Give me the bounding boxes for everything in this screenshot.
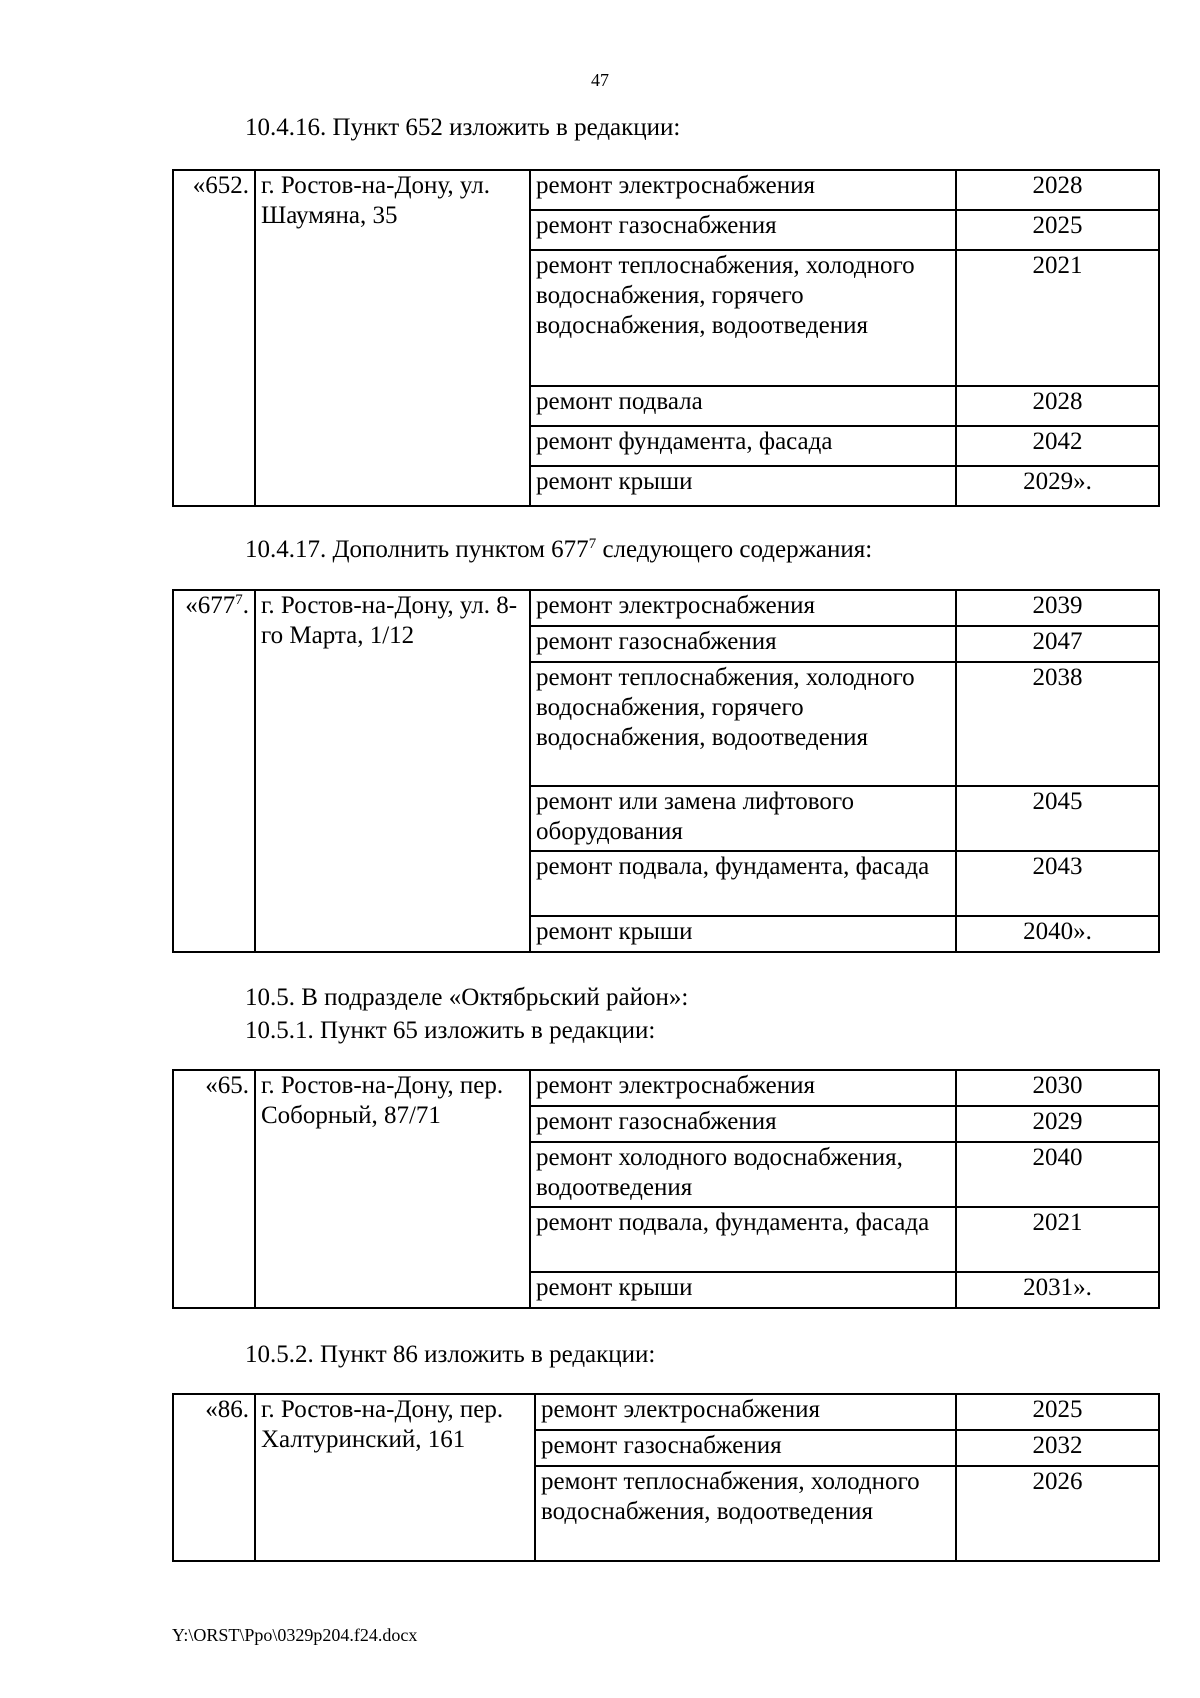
work-cell: ремонт подвала: [530, 386, 956, 426]
work-cell: ремонт крыши: [530, 466, 956, 506]
item-address: г. Ростов-на-Дону, пер. Халтуринский, 161: [255, 1394, 535, 1561]
item-number: «652.: [173, 170, 255, 506]
amendment-table: [172, 1393, 1160, 1562]
work-cell: ремонт электроснабжения: [530, 1070, 956, 1106]
work-cell: ремонт газоснабжения: [530, 626, 956, 662]
amendment-table: [172, 169, 1160, 507]
section-heading: 10.5. В подразделе «Октябрьский район»:: [245, 984, 689, 1011]
year-cell: 2021: [956, 1207, 1159, 1272]
superscript: 7: [588, 536, 597, 552]
amendment-table: [172, 1069, 1160, 1309]
work-cell: ремонт подвала, фундамента, фасада: [530, 1207, 956, 1272]
year-cell: 2042: [956, 426, 1159, 466]
year-cell: 2031».: [956, 1272, 1159, 1308]
year-cell: 2032: [956, 1430, 1159, 1466]
year-cell: 2021: [956, 250, 1159, 386]
work-cell: ремонт газоснабжения: [530, 1106, 956, 1142]
year-cell: 2043: [956, 851, 1159, 916]
work-cell: ремонт газоснабжения: [535, 1430, 956, 1466]
table-row: [173, 1070, 1159, 1106]
table-row: [173, 1394, 1159, 1430]
item-number: «$677^7$.: [173, 590, 255, 952]
work-cell: ремонт теплоснабжения, холодного водоснабжения, горячего водоснабжения, водоотведения: [530, 662, 956, 786]
file-path-footer: Y:\ORST\Ppo\0329p204.f24.docx: [172, 1625, 418, 1645]
year-cell: 2028: [956, 170, 1159, 210]
amendment-table: [172, 589, 1160, 953]
section-heading: 10.4.17. Дополнить пунктом $677^7$ следующего содержания:: [245, 536, 873, 563]
table-row: [173, 170, 1159, 210]
work-cell: ремонт теплоснабжения, холодного водоснабжения, горячего водоснабжения, водоотведения: [530, 250, 956, 386]
work-cell: ремонт теплоснабжения, холодного водоснабжения, водоотведения: [535, 1466, 956, 1561]
work-cell: ремонт подвала, фундамента, фасада: [530, 851, 956, 916]
year-cell: 2025: [956, 1394, 1159, 1430]
year-cell: 2025: [956, 210, 1159, 250]
year-cell: 2045: [956, 786, 1159, 851]
year-cell: 2026: [956, 1466, 1159, 1561]
work-cell: ремонт электроснабжения: [530, 170, 956, 210]
section-heading: 10.5.1. Пункт 65 изложить в редакции:: [245, 1017, 656, 1044]
year-cell: 2029: [956, 1106, 1159, 1142]
year-cell: 2038: [956, 662, 1159, 786]
work-cell: ремонт газоснабжения: [530, 210, 956, 250]
work-cell: ремонт или замена лифтового оборудования: [530, 786, 956, 851]
work-cell: ремонт электроснабжения: [530, 590, 956, 626]
year-cell: 2029».: [956, 466, 1159, 506]
table-row: [173, 590, 1159, 626]
year-cell: 2040: [956, 1142, 1159, 1207]
work-cell: ремонт холодного водоснабжения, водоотведения: [530, 1142, 956, 1207]
work-cell: ремонт электроснабжения: [535, 1394, 956, 1430]
item-number: «65.: [173, 1070, 255, 1308]
item-address: г. Ростов-на-Дону, ул. 8-го Марта, 1/12: [255, 590, 530, 952]
work-cell: ремонт крыши: [530, 916, 956, 952]
work-cell: ремонт фундамента, фасада: [530, 426, 956, 466]
page-number: 47: [591, 70, 609, 90]
section-heading: 10.5.2. Пункт 86 изложить в редакции:: [245, 1341, 656, 1368]
year-cell: 2039: [956, 590, 1159, 626]
year-cell: 2047: [956, 626, 1159, 662]
work-cell: ремонт крыши: [530, 1272, 956, 1308]
item-address: г. Ростов-на-Дону, пер. Соборный, 87/71: [255, 1070, 530, 1308]
year-cell: 2030: [956, 1070, 1159, 1106]
item-number: «86.: [173, 1394, 255, 1561]
year-cell: 2040».: [956, 916, 1159, 952]
item-address: г. Ростов-на-Дону, ул. Шаумяна, 35: [255, 170, 530, 506]
section-heading: 10.4.16. Пункт 652 изложить в редакции:: [245, 114, 681, 141]
year-cell: 2028: [956, 386, 1159, 426]
